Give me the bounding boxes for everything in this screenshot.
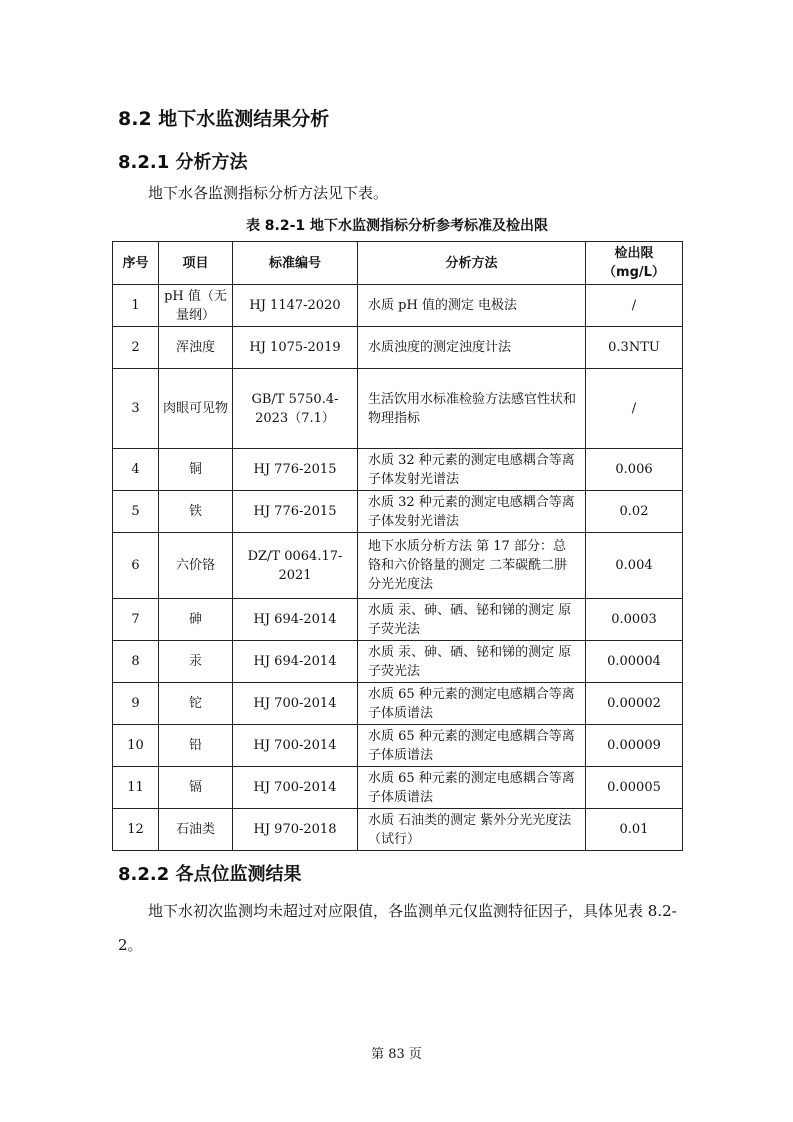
cell-item: 铊 [159,683,233,725]
table-row [113,641,683,683]
cell-limit: 0.00004 [586,641,683,683]
header-limit [586,242,683,285]
table-row [113,599,683,641]
cell-standard: HJ 776-2015 [233,449,358,491]
cell-limit: 0.00009 [586,725,683,767]
cell-standard: HJ 776-2015 [233,491,358,533]
header-no: 序号 [113,242,159,285]
cell-item: 六价铬 [159,533,233,599]
cell-method: 水质 汞、砷、硒、铋和锑的测定 原子荧光法 [358,641,586,683]
cell-standard: HJ 700-2014 [233,725,358,767]
results-paragraph: 地下水初次监测均未超过对应限值，各监测单元仅监测特征因子，具体见表 8.2-2。 [118,902,677,954]
cell-method: 地下水质分析方法 第 17 部分：总铬和六价铬量的测定 二苯碳酰二肼分光光度法 [358,533,586,599]
cell-no: 8 [113,641,159,683]
table-row [113,369,683,449]
header-standard: 标准编号 [233,242,358,285]
subsection-heading-results: 8.2.2 各点位监测结果 [118,864,302,885]
cell-item: 砷 [159,599,233,641]
cell-standard: HJ 694-2014 [233,641,358,683]
cell-limit: 0.02 [586,491,683,533]
cell-limit: / [586,369,683,449]
cell-limit: 0.004 [586,533,683,599]
cell-no: 4 [113,449,159,491]
cell-method: 水质 65 种元素的测定电感耦合等离子体质谱法 [358,767,586,809]
table-row [113,449,683,491]
cell-standard: HJ 700-2014 [233,767,358,809]
table-row [113,533,683,599]
cell-standard: HJ 970-2018 [233,809,358,851]
cell-standard: HJ 1147-2020 [233,285,358,327]
cell-limit: 0.00005 [586,767,683,809]
cell-method: 生活饮用水标准检验方法感官性状和物理指标 [358,369,586,449]
cell-limit: 0.00002 [586,683,683,725]
cell-no: 6 [113,533,159,599]
cell-no: 11 [113,767,159,809]
cell-item: 汞 [159,641,233,683]
table-row [113,683,683,725]
cell-no: 5 [113,491,159,533]
cell-no: 10 [113,725,159,767]
header-method: 分析方法 [358,242,586,285]
cell-limit: / [586,285,683,327]
cell-standard: HJ 700-2014 [233,683,358,725]
header-limit-line1: 检出限 [614,246,654,261]
cell-no: 2 [113,327,159,369]
cell-method: 水质 石油类的测定 紫外分光光度法（试行） [358,809,586,851]
cell-method: 水质 65 种元素的测定电感耦合等离子体质谱法 [358,725,586,767]
section-heading: 8.2 地下水监测结果分析 [118,108,330,130]
cell-item: 石油类 [159,809,233,851]
cell-method: 水质 汞、砷、硒、铋和锑的测定 原子荧光法 [358,599,586,641]
cell-no: 3 [113,369,159,449]
cell-item: 镉 [159,767,233,809]
cell-standard: HJ 1075-2019 [233,327,358,369]
cell-limit: 0.0003 [586,599,683,641]
intro-paragraph: 地下水各监测指标分析方法见下表。 [148,184,389,202]
cell-limit: 0.006 [586,449,683,491]
analysis-method-table [112,241,683,851]
table-row [113,327,683,369]
cell-method: 水质 32 种元素的测定电感耦合等离子体发射光谱法 [358,491,586,533]
cell-method: 水质 32 种元素的测定电感耦合等离子体发射光谱法 [358,449,586,491]
header-limit-line2: （mg/L） [603,265,665,280]
cell-item: 铁 [159,491,233,533]
cell-method: 水质 pH 值的测定 电极法 [358,285,586,327]
header-item: 项目 [159,242,233,285]
cell-standard: GB/T 5750.4-2023（7.1） [233,369,358,449]
cell-item: 铅 [159,725,233,767]
cell-method: 水质 65 种元素的测定电感耦合等离子体质谱法 [358,683,586,725]
cell-no: 12 [113,809,159,851]
cell-limit: 0.01 [586,809,683,851]
table-row [113,767,683,809]
subsection-heading-methods: 8.2.1 分析方法 [118,152,248,173]
table-row [113,491,683,533]
cell-item: 浑浊度 [159,327,233,369]
page-number: 第 83 页 [371,1047,422,1062]
table-row [113,809,683,851]
cell-item: pH 值（无量纲） [159,285,233,327]
cell-item: 肉眼可见物 [159,369,233,449]
table-row [113,285,683,327]
cell-no: 1 [113,285,159,327]
cell-standard: HJ 694-2014 [233,599,358,641]
cell-no: 9 [113,683,159,725]
cell-method: 水质浊度的测定浊度计法 [358,327,586,369]
table-header-row [113,242,683,285]
cell-item: 铜 [159,449,233,491]
cell-limit: 0.3NTU [586,327,683,369]
table-caption: 表 8.2-1 地下水监测指标分析参考标准及检出限 [245,218,549,234]
cell-standard: DZ/T 0064.17-2021 [233,533,358,599]
cell-no: 7 [113,599,159,641]
table-body [113,285,683,851]
table-row [113,725,683,767]
